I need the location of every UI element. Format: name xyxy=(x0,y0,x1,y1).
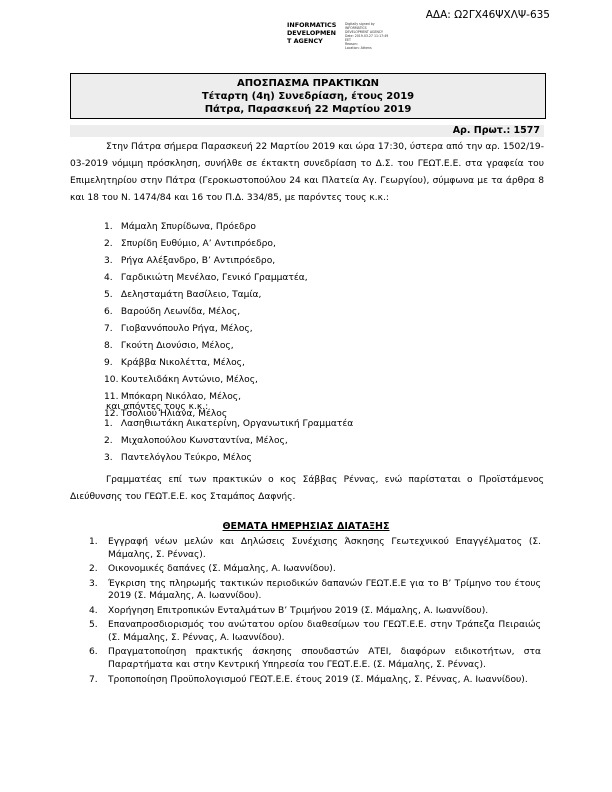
list-item: 12. Τσολιού Ηλιάνα, Μέλος xyxy=(104,409,228,419)
agenda-item: 7. Τροποποίηση Προϋπολογισμού ΓΕΩΤ.Ε.Ε. έτους 2019 (Σ. Μάμαλης, Σ. Ρέννας, Α. Ιωαννίδου). xyxy=(89,674,528,685)
absent-label: και απόντες τους κ.κ.: xyxy=(106,402,209,412)
agenda-item: 3. Έγκριση της πληρωμής τακτικών περιοδικών δαπανών ΓΕΩΤ.Ε.Ε για το Β’ Τρίμηνο του έτους 2019 (Σ. Μάμαλης, Α. Ιωαννίδου). xyxy=(89,578,541,602)
list-item: 5. Δελησταμάτη Βασίλειο, Ταμία, xyxy=(104,290,262,300)
agenda-item: 1. Εγγραφή νέων μελών και Δηλώσεις Συνέχισης Άσκησης Γεωτεχνικού Επαγγέλματος (Σ. Μάμαλης, Σ. Ρέννας). xyxy=(89,537,541,560)
list-item: 7. Γιοβαννόπουλο Ρήγα, Μέλος, xyxy=(104,324,253,334)
stamp-detail-line: Date: 2019.03.27 11:17:49 xyxy=(345,34,389,38)
secretary-paragraph xyxy=(70,472,544,506)
secretary-text: Γραμματέας επί των πρακτικών ο κος Σάββας Ρέννας, ενώ παρίσταται ο Προϊστάμενος Διεύθυνσης του ΓΕΩΤ.Ε.Ε. κος Σταμάπος Δαφνής. xyxy=(70,475,544,502)
stamp-org-line: T AGENCY xyxy=(287,37,323,45)
list-item: 9. Κράββα Νικολέττα, Μέλος, xyxy=(104,358,245,368)
stamp-detail-line: EET xyxy=(345,38,351,42)
agenda-item: 2. Οικονομικές δαπάνες (Σ. Μάμαλης, Α. Ιωαννίδου). xyxy=(89,564,336,575)
list-item: 6. Βαρούδη Λεωνίδα, Μέλος, xyxy=(104,307,241,317)
agenda-list xyxy=(89,536,541,688)
stamp-org-line: INFORMATICS xyxy=(287,21,337,29)
stamp-detail-line: DEVELOPMENT AGENCY xyxy=(345,30,383,34)
header-title: ΑΠΟΣΠΑΣΜΑ ΠΡΑΚΤΙΚΩΝ xyxy=(237,78,379,89)
stamp-detail-line: Reason: xyxy=(345,42,358,46)
list-item: 1. Μάμαλη Σπυρίδωνα, Πρόεδρο xyxy=(104,222,256,232)
list-item: 2. Σπυρίδη Ευθύμιο, Α’ Αντιπρόεδρο, xyxy=(104,239,276,249)
absent-members-list xyxy=(104,416,353,467)
agenda-item: 5. Επαναπροσδιορισμός του ανώτατου ορίου διαθεσίμων του ΓΕΩΤ.Ε.Ε. στην Τράπεζα Πειραιώς (Σ. Μάμαλης, Σ. Ρέννας, Α. Ιωαννίδου). xyxy=(89,620,541,643)
digital-signature-stamp xyxy=(287,21,407,57)
stamp-org-line: DEVELOPMEN xyxy=(287,29,337,37)
list-item: 4. Γαρδικιώτη Μενέλαο, Γενικό Γραμματέα, xyxy=(104,273,308,283)
list-item: 1. Λασηθιωτάκη Αικατερίνη, Οργανωτική Γραμματέα xyxy=(104,419,354,429)
header-date: Πάτρα, Παρασκευή 22 Μαρτίου 2019 xyxy=(204,104,412,115)
list-item: 8. Γκούτη Διονύσιο, Μέλος, xyxy=(104,341,234,351)
agenda-item: 6. Πραγματοποίηση πρακτικής άσκησης σπουδαστών ΑΤΕΙ, διαφόρων ειδικοτήτων, στα Παραρτήματα και στην Κεντρική Υπηρεσία του ΓΕΩΤ.Ε.Ε. (Σ. Μάμαλης, Σ. Ρέννας). xyxy=(89,647,541,671)
protocol-number-bar xyxy=(70,125,544,137)
list-item: 2. Μιχαλοπούλου Κωνσταντίνα, Μέλος, xyxy=(104,436,288,446)
list-item: 11. Μπόκαρη Νικόλαο, Μέλος, xyxy=(104,392,242,402)
list-item: 3. Παντελόγλου Τεύκρο, Μέλος xyxy=(104,453,252,463)
header-session: Τέταρτη (4η) Συνεδρίαση, έτους 2019 xyxy=(201,91,415,102)
intro-paragraph xyxy=(70,139,544,207)
protocol-number: Αρ. Πρωτ.: 1577 xyxy=(452,125,540,136)
stamp-detail-line: Location: Athens xyxy=(345,46,372,50)
stamp-org-name xyxy=(287,21,336,45)
minutes-header-box xyxy=(70,73,546,119)
present-members-list xyxy=(104,219,308,423)
agenda-title: ΘΕΜΑΤΑ ΗΜΕΡΗΣΙΑΣ ΔΙΑΤΑΞΗΣ xyxy=(222,521,390,532)
ada-code: ΑΔΑ: Ω2ΓΧ46ΨΧΛΨ-635 xyxy=(425,9,550,21)
intro-text: Στην Πάτρα σήμερα Παρασκευή 22 Μαρτίου 2019 και ώρα 17:30, ύστερα από την αρ. 1502/19-03-2019 νόμιμη πρόσκληση, συνήλθε σε έκτακτη συνεδρίαση το Δ.Σ. του ΓΕΩΤ.Ε.Ε. στα γραφεία του Επιμελητηρίου στην Πάτρα (Γεροκωστοπούλου 24 και Πλατεία Αγ. Γεωργίου), σύμφωνα με τα άρθρα 8 και 18 του Ν. 1474/84 και 16 του Π.Δ. 334/85, με παρόντες τους κ.κ.: xyxy=(70,142,544,203)
list-item: 10. Κουτελιδάκη Αντώνιο, Μέλος, xyxy=(104,375,258,385)
list-item: 3. Ρήγα Αλέξανδρο, Β’ Αντιπρόεδρο, xyxy=(104,256,276,266)
stamp-detail-line: INFORMATICS xyxy=(345,26,367,30)
stamp-detail-line: Digitally signed by xyxy=(345,22,375,26)
stamp-signature-details xyxy=(345,22,407,50)
agenda-item: 4. Χορήγηση Επιτροπικών Ενταλμάτων Β’ Τριμήνου 2019 (Σ. Μάμαλης, Α. Ιωαννίδου). xyxy=(89,605,489,616)
